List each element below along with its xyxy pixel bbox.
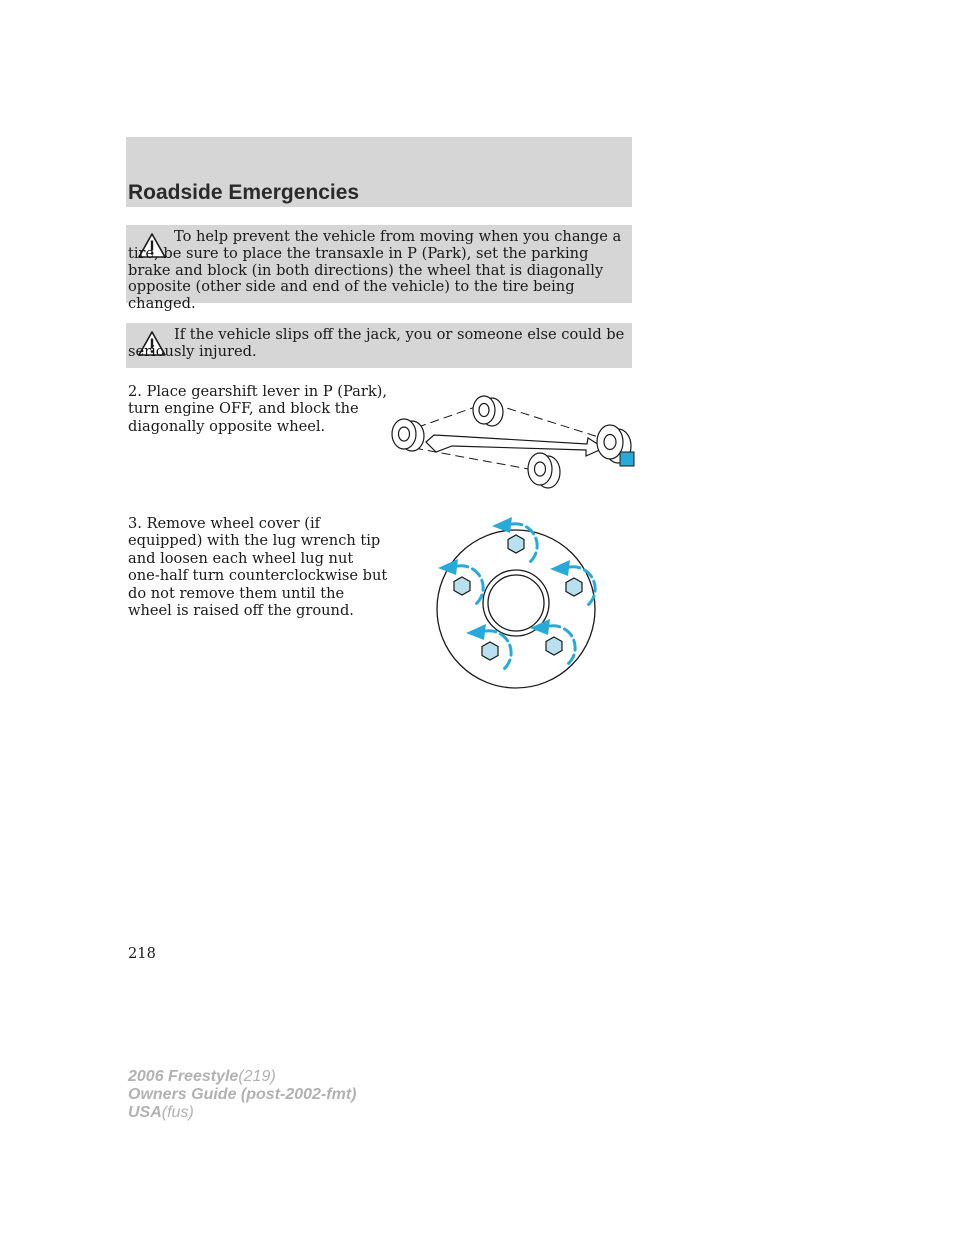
warning-text: To help prevent the vehicle from moving when you change a tire, be sure to place the transaxle in P (Park), set the parking brake and block (in both directions) the wheel that is diagonally opposite (other side and end of the vehicle) to the tire being changed.	[128, 228, 622, 313]
lug-nut-loosening-diagram	[432, 514, 600, 696]
footer-line-2: Owners Guide (post-2002-fmt)	[128, 1086, 357, 1103]
diagonal-wheel-block-diagram	[382, 390, 638, 494]
warning-box-transaxle	[126, 225, 632, 313]
tire-icon	[392, 419, 424, 451]
step-2-text: 2. Place gearshift lever in P (Park), turn engine OFF, and block the diagonally opposite wheel.	[128, 383, 387, 435]
lug-nut-icon	[546, 637, 562, 655]
lug-nut-icon	[482, 642, 498, 660]
lug-nut-icon	[508, 535, 524, 553]
document-footer	[128, 1068, 356, 1122]
lug-nut-icon	[566, 578, 582, 596]
step-3-text: 3. Remove wheel cover (if equipped) with the lug wrench tip and loosen each wheel lug nut one-half turn counterclockwise but do not remove them until the wheel is raised off the ground.	[128, 515, 388, 620]
page-number: 218	[128, 945, 156, 962]
wheel-chock-icon	[620, 452, 634, 466]
footer-line-1: 2006 Freestyle(219)	[128, 1068, 276, 1085]
tire-icon	[528, 453, 560, 488]
warning-text: If the vehicle slips off the jack, you or someone else could be seriously injured.	[128, 326, 625, 360]
lug-nut-icon	[454, 577, 470, 595]
footer-line-3: USA(fus)	[128, 1104, 194, 1121]
page-title: Roadside Emergencies	[128, 181, 360, 204]
tire-icon	[473, 396, 503, 426]
warning-box-jack	[126, 323, 632, 368]
